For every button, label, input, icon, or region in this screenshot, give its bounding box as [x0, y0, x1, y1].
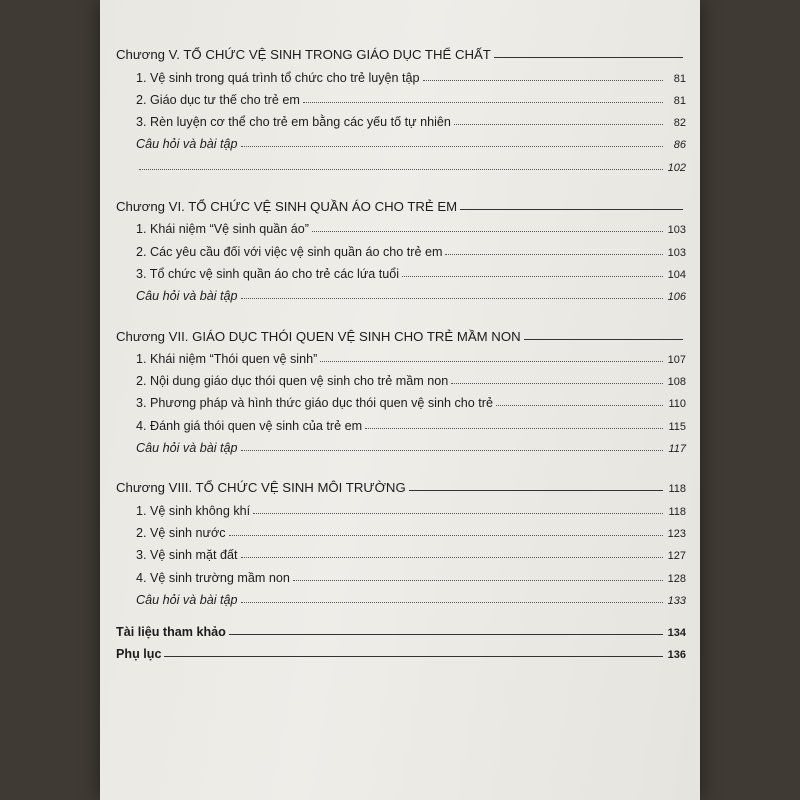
entry-page: 127 — [667, 550, 686, 563]
toc-entry — [116, 344, 686, 366]
toc-entry — [116, 366, 686, 388]
leader-dots — [496, 405, 663, 406]
entry-text: Câu hỏi và bài tập — [136, 592, 238, 607]
leader-dots — [320, 361, 663, 362]
entry-page: 110 — [668, 398, 686, 411]
entry-page: 128 — [667, 572, 686, 585]
leader-dots — [293, 580, 663, 581]
entry-page: 103 — [667, 246, 686, 259]
entry-text: 1. Vệ sinh không khí — [136, 503, 251, 518]
entry-page: 81 — [673, 94, 686, 107]
entry-page: 103 — [667, 224, 686, 237]
entry-text: 2. Các yêu cầu đối với việc vệ sinh quần áo cho trẻ em — [136, 244, 443, 259]
toc-entry-questions — [116, 281, 686, 303]
entry-text: 1. Vệ sinh trong quá trình tổ chức cho trẻ luyện tập — [136, 70, 420, 85]
entry-text: Tài liệu tham khảo — [116, 625, 226, 640]
leader-line — [524, 339, 683, 340]
toc-entry — [116, 562, 686, 584]
entry-page: 118 — [668, 505, 686, 518]
entry-text: 1. Khái niệm “Thói quen vệ sinh” — [136, 351, 318, 366]
chapter-title: Chương VI. TỔ CHỨC VỆ SINH QUẦN ÁO CHO TRẺ EM — [116, 199, 458, 215]
toc-entry-appendix — [116, 639, 686, 661]
entry-text: 4. Vệ sinh trường mầm non — [136, 570, 290, 585]
entry-page: 102 — [667, 161, 686, 174]
table-of-contents — [116, 40, 686, 661]
entry-page: 108 — [667, 376, 686, 389]
leader-dots — [139, 169, 663, 170]
chapter-heading — [116, 321, 686, 343]
toc-entry-questions — [116, 585, 686, 607]
toc-entry — [116, 388, 686, 410]
entry-page: 82 — [673, 117, 686, 130]
leader-line — [494, 57, 683, 58]
leader-dots — [312, 231, 663, 232]
leader-dots — [402, 276, 663, 277]
leader-dots — [241, 298, 663, 299]
toc-entry — [116, 107, 686, 129]
entry-text: 3. Tổ chức vệ sinh quần áo cho trẻ các lứa tuổi — [136, 266, 400, 281]
entry-page: 106 — [667, 291, 686, 304]
entry-text: 2. Vệ sinh nước — [136, 525, 226, 540]
entry-page: 107 — [667, 353, 686, 366]
entry-page: 117 — [668, 443, 686, 456]
leader-dots — [303, 102, 663, 103]
toc-entry-questions — [116, 129, 686, 151]
entry-page: 136 — [667, 649, 686, 662]
toc-entry-questions — [116, 433, 686, 455]
toc-entry — [116, 259, 686, 281]
entry-page: 123 — [667, 527, 686, 540]
entry-text: Câu hỏi và bài tập — [136, 441, 238, 456]
entry-text: 3. Rèn luyện cơ thể cho trẻ em bằng các yếu tố tự nhiên — [136, 115, 451, 130]
chapter-title: Chương VIII. TỔ CHỨC VỆ SINH MÔI TRƯỜNG — [116, 480, 406, 496]
entry-page: 104 — [667, 268, 686, 281]
leader-dots — [229, 535, 664, 536]
leader-dots — [445, 254, 663, 255]
leader-dots — [241, 557, 663, 558]
toc-entry — [116, 236, 686, 258]
toc-entry — [116, 85, 686, 107]
entry-page: 81 — [673, 72, 686, 85]
book-page — [100, 0, 700, 800]
leader-line — [460, 209, 683, 210]
toc-entry — [116, 410, 686, 432]
leader-dots — [241, 146, 663, 147]
chapter-heading — [116, 473, 686, 495]
entry-text: 4. Đánh giá thói quen vệ sinh của trẻ em — [136, 418, 363, 433]
chapter-7 — [116, 321, 686, 455]
leader-line — [409, 490, 663, 491]
leader-dots — [451, 383, 663, 384]
chapter-heading — [116, 40, 686, 62]
entry-page: 134 — [667, 627, 686, 640]
entry-text: Phụ lục — [116, 647, 162, 662]
entry-text: 3. Vệ sinh mặt đất — [136, 548, 238, 563]
entry-page: 115 — [668, 420, 686, 433]
leader-dots — [423, 80, 663, 81]
entry-page: 86 — [673, 139, 686, 152]
leader-line — [164, 656, 663, 657]
chapter-5 — [116, 40, 686, 174]
leader-dots — [454, 124, 663, 125]
leader-line — [229, 634, 663, 635]
entry-text: Câu hỏi và bài tập — [136, 289, 238, 304]
toc-entry — [116, 214, 686, 236]
toc-entry — [116, 495, 686, 517]
chapter-title: Chương V. TỔ CHỨC VỆ SINH TRONG GIÁO DỤC THỂ CHẤT — [116, 47, 491, 63]
toc-entry-references — [116, 617, 686, 639]
toc-entry — [116, 62, 686, 84]
toc-entry — [116, 540, 686, 562]
entry-page: 133 — [667, 594, 686, 607]
entry-text: 1. Khái niệm “Vệ sinh quần áo” — [136, 222, 309, 237]
leader-dots — [241, 450, 663, 451]
toc-entry — [116, 518, 686, 540]
toc-entry-end — [116, 151, 686, 173]
chapter-6 — [116, 192, 686, 303]
entry-text: Câu hỏi và bài tập — [136, 137, 238, 152]
entry-text: 2. Giáo dục tư thế cho trẻ em — [136, 92, 300, 107]
chapter-8 — [116, 473, 686, 607]
chapter-title: Chương VII. GIÁO DỤC THÓI QUEN VỆ SINH CHO TRẺ MẦM NON — [116, 328, 521, 344]
leader-dots — [253, 513, 663, 514]
leader-dots — [241, 602, 663, 603]
entry-text: 2. Nội dung giáo dục thói quen vệ sinh cho trẻ mầm non — [136, 374, 449, 389]
chapter-heading — [116, 192, 686, 214]
leader-dots — [365, 428, 663, 429]
entry-text: 3. Phương pháp và hình thức giáo dục thói quen vệ sinh cho trẻ — [136, 396, 493, 411]
chapter-page: 118 — [668, 483, 686, 496]
